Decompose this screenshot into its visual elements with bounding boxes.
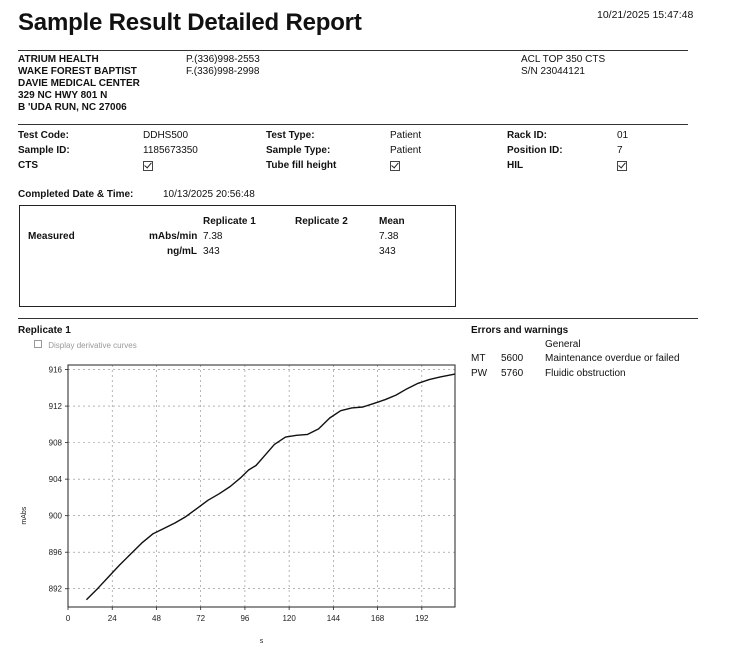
y-axis-label: mAbs (21, 506, 28, 525)
error-text: Fluidic obstruction (545, 368, 626, 379)
errors-title: Errors and warnings (471, 325, 569, 336)
mean-value-ng: 343 (379, 246, 396, 257)
error-text: Maintenance overdue or failed (545, 353, 680, 364)
derivative-checkbox-label: Display derivative curves (48, 341, 137, 350)
replicate-title: Replicate 1 (18, 325, 71, 336)
x-tick-label: 192 (415, 614, 429, 623)
tube-fill-label: Tube fill height (266, 160, 337, 171)
test-code-label: Test Code: (18, 130, 69, 141)
checkmark-icon (390, 161, 400, 171)
y-tick-label: 912 (48, 402, 62, 412)
y-tick-label: 908 (48, 438, 62, 448)
y-tick-label: 916 (48, 365, 62, 375)
derivative-checkbox[interactable] (34, 340, 42, 348)
rack-id-value: 01 (617, 130, 629, 141)
x-tick-label: 24 (107, 614, 117, 623)
y-tick-label: 904 (48, 475, 62, 485)
facility-fax: F.(336)998-2998 (186, 66, 260, 77)
x-tick-label: 72 (196, 614, 206, 623)
sample-type-value: Patient (390, 145, 422, 156)
checkmark-icon (143, 161, 153, 171)
cts-label: CTS (18, 160, 38, 171)
plot-frame (68, 365, 455, 607)
instrument-name: ACL TOP 350 CTS (521, 54, 606, 65)
test-type-value: Patient (390, 130, 422, 141)
facility-line-5: B 'UDA RUN, NC 27006 (18, 102, 127, 113)
y-tick-label: 896 (48, 548, 62, 558)
report-timestamp: 10/21/2025 15:47:48 (597, 9, 694, 21)
error-code: MT (471, 353, 486, 364)
sample-id-label: Sample ID: (18, 145, 70, 156)
sample-id-value: 1185673350 (143, 145, 198, 156)
mean-value-mabs: 7.38 (379, 231, 399, 242)
facility-line-1: ATRIUM HEALTH (18, 54, 99, 65)
rep1-value-ng: 343 (203, 246, 220, 257)
series-line (86, 374, 455, 600)
report-title: Sample Result Detailed Report (18, 9, 362, 36)
x-tick-label: 0 (65, 614, 71, 623)
checkmark-icon (617, 161, 627, 171)
completed-label: Completed Date & Time: (18, 189, 134, 200)
y-tick-label: 900 (48, 511, 62, 521)
x-tick-label: 168 (370, 614, 385, 623)
rack-id-label: Rack ID: (507, 130, 548, 141)
errors-category: General (545, 339, 581, 350)
facility-line-3: DAVIE MEDICAL CENTER (18, 78, 140, 89)
hil-checkbox (617, 158, 627, 176)
hil-label: HIL (507, 160, 524, 171)
x-tick-label: 96 (240, 614, 250, 623)
x-tick-label: 120 (282, 614, 296, 623)
facility-line-4: 329 NC HWY 801 N (18, 90, 108, 101)
facility-divider (18, 124, 688, 125)
error-code: PW (471, 368, 488, 379)
completed-value: 10/13/2025 20:56:48 (163, 189, 255, 200)
y-tick-label: 892 (48, 584, 62, 594)
cts-checkbox (143, 158, 153, 176)
section-divider (18, 318, 698, 319)
replicate-chart (0, 350, 470, 651)
rep1-value-mabs: 7.38 (203, 231, 223, 242)
unit-mabs-min: mAbs/min (149, 231, 198, 242)
x-tick-label: 144 (326, 614, 341, 623)
facility-line-2: WAKE FOREST BAPTIST (18, 66, 137, 77)
test-code-value: DDHS500 (143, 130, 189, 141)
x-axis-label: s (259, 638, 264, 645)
header-divider (18, 50, 688, 51)
tube-fill-checkbox (390, 158, 400, 176)
unit-ng-ml: ng/mL (167, 246, 197, 257)
x-tick-label: 48 (152, 614, 161, 623)
test-type-label: Test Type: (266, 130, 315, 141)
sample-type-label: Sample Type: (266, 145, 331, 156)
error-number: 5760 (501, 368, 524, 379)
derivative-checkbox-row[interactable] (34, 340, 137, 350)
col-mean: Mean (379, 216, 405, 227)
position-id-label: Position ID: (507, 145, 563, 156)
instrument-serial: S/N 23044121 (521, 66, 585, 77)
position-id-value: 7 (617, 145, 623, 156)
facility-phone: P.(336)998-2553 (186, 54, 260, 65)
col-replicate-1: Replicate 1 (203, 216, 256, 227)
error-number: 5600 (501, 353, 524, 364)
measured-label: Measured (28, 231, 75, 242)
col-replicate-2: Replicate 2 (295, 216, 348, 227)
